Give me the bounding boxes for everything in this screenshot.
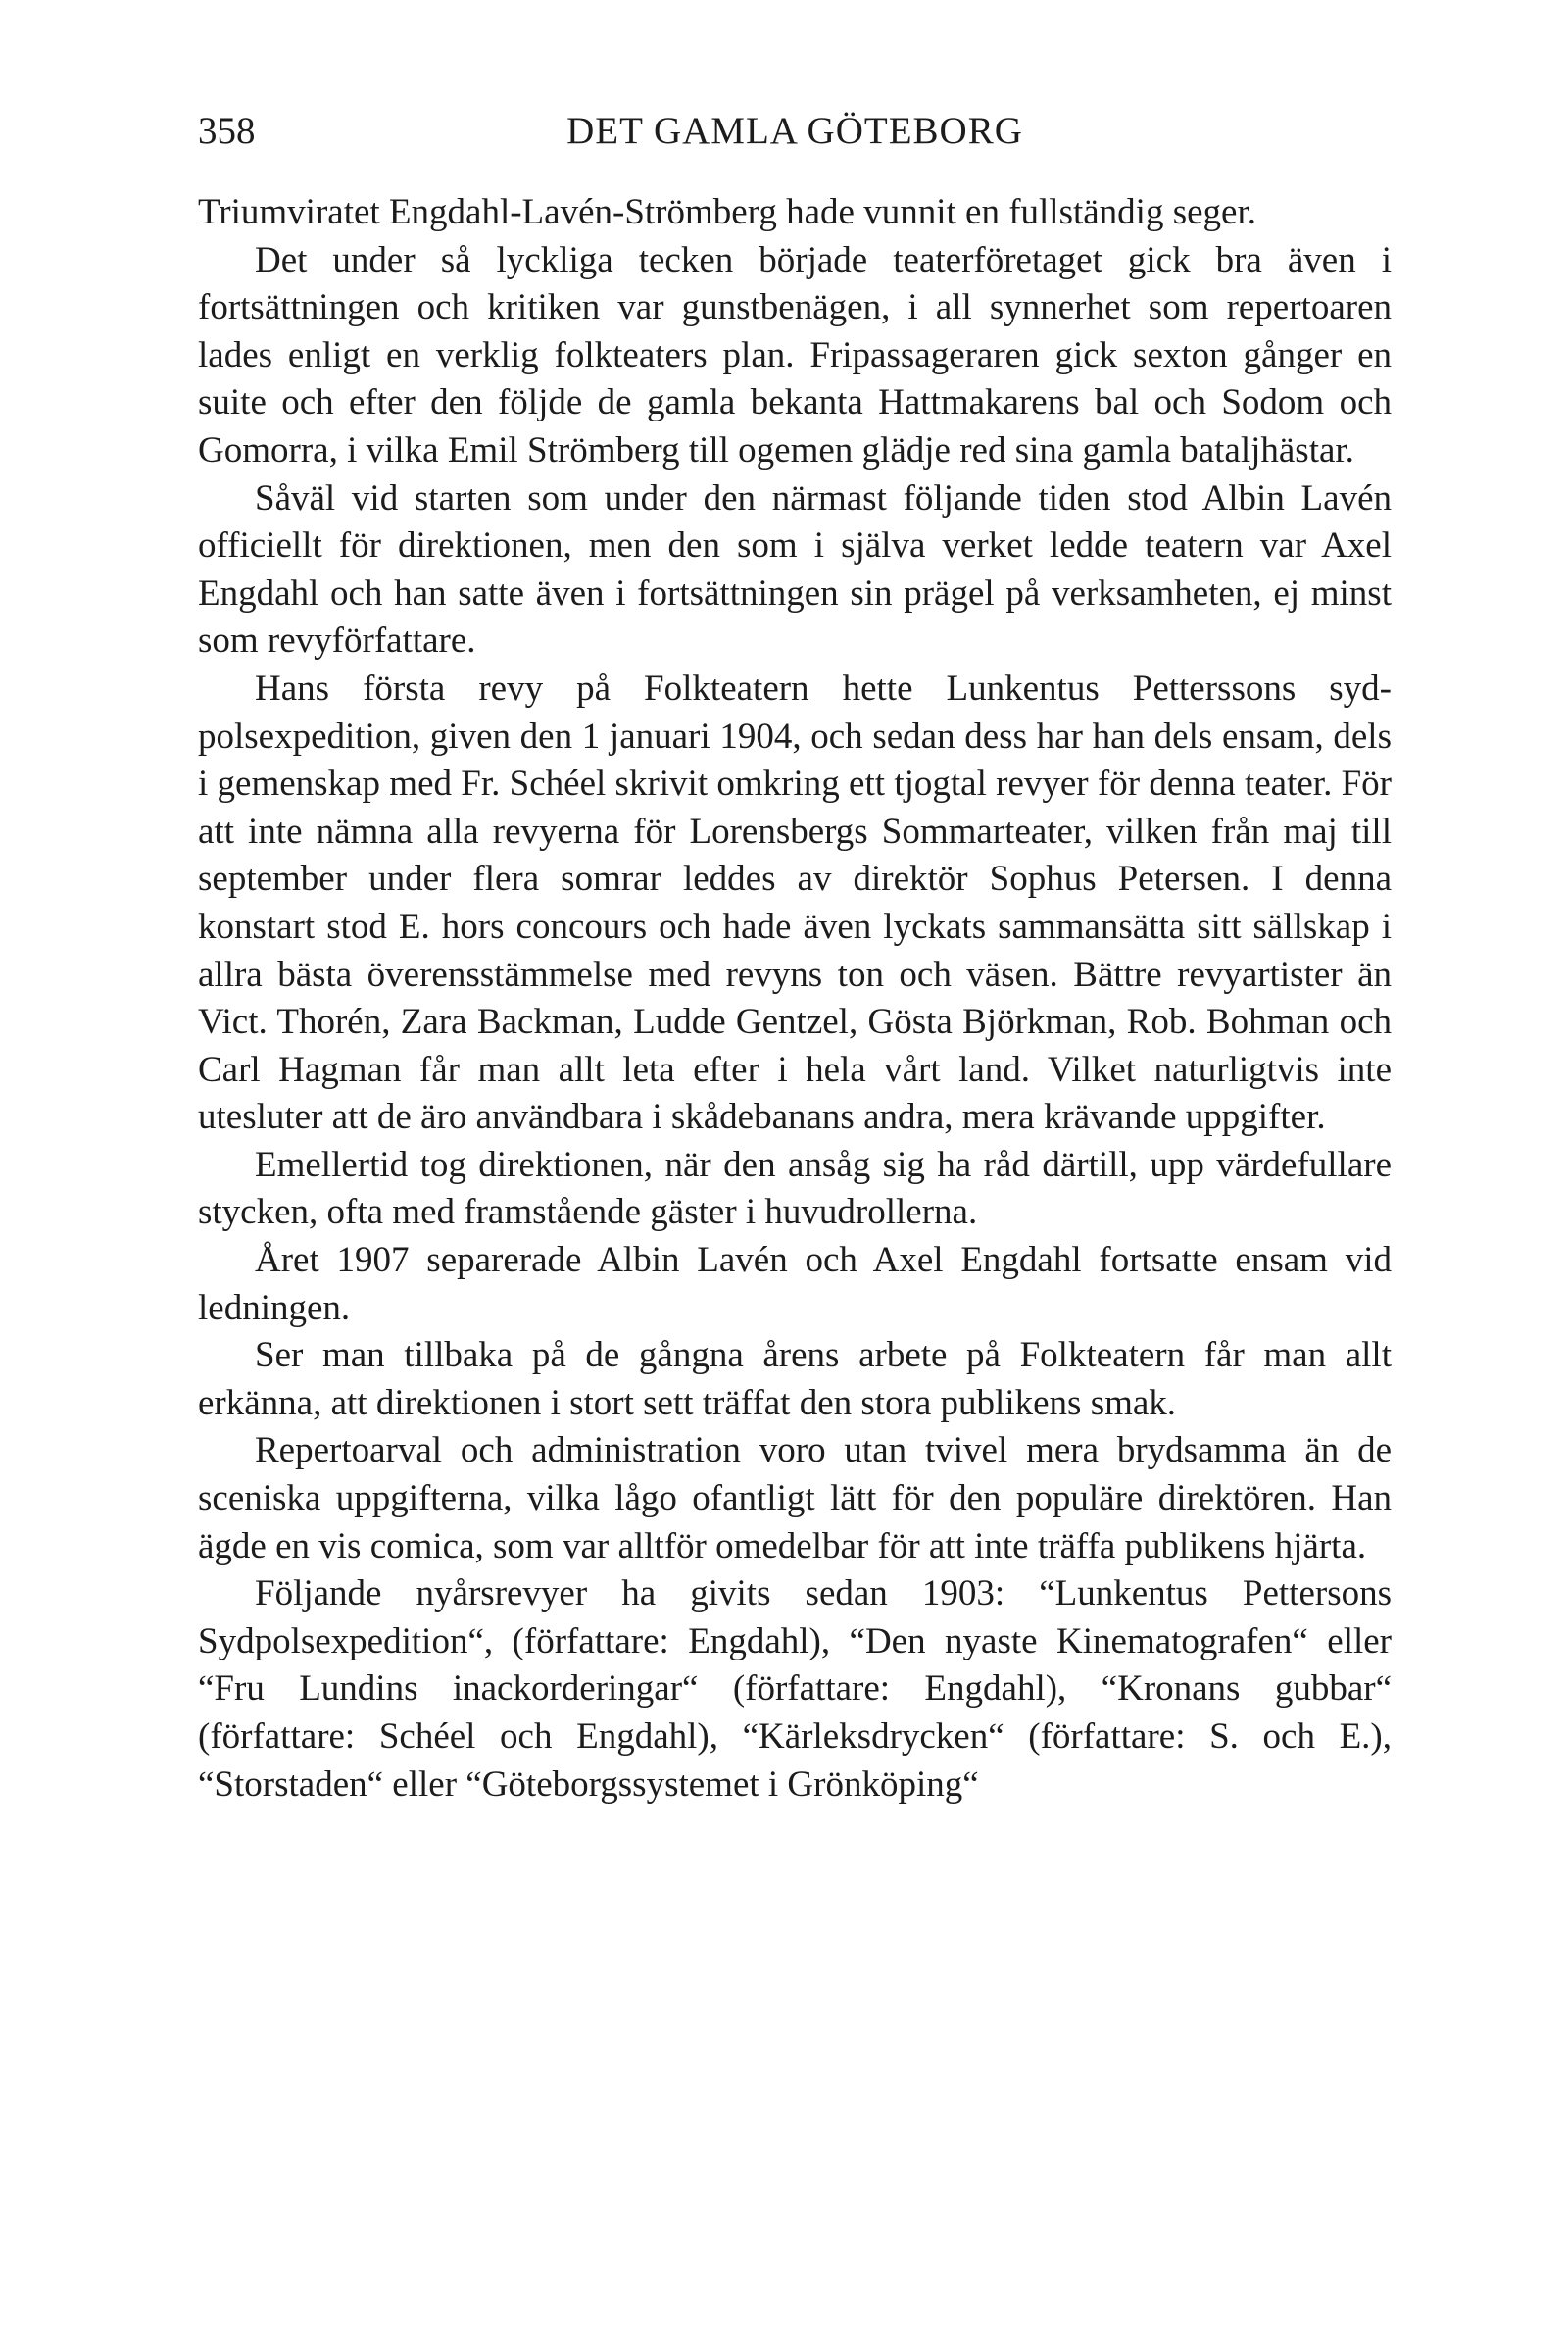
paragraph: Hans första revy på Folkteatern hette Lunkentus Petterssons sydpolsexpedition, given den 1 januari 1904, och sedan dess har han dels ensam, dels i gemenskap med Fr. Schéel skrivit omkring ett tjogtal revyer för denna teater. För att inte nämna alla revyerna för Lorensbergs Sommarteater, vilken från maj till september under flera somrar leddes av direktör Sophus Petersen. I denna konstart stod E. hors concours och hade även lyckats sammansätta sitt sällskap i allra bästa överensstämmelse med revyns ton och väsen. Bättre revyartister än Vict. Thorén, Zara Backman, Ludde Gentzel, Gösta Björkman, Rob. Bohman och Carl Hagman får man allt leta efter i hela vårt land. Vilket naturligtvis inte utesluter att de äro användbara i skådebanans andra, mera krävande uppgifter. xyxy=(198,668,1392,1138)
paragraph: Såväl vid starten som under den närmast följande tiden stod Albin Lavén officiellt för direktionen, men den som i själva verket ledde teatern var Axel Engdahl och han satte även i fortsättningen sin prägel på verksamheten, ej minst som revyförfattare. xyxy=(198,477,1392,662)
running-title: DET GAMLA GÖTEBORG xyxy=(566,110,1023,152)
paragraph: Det under så lyckliga tecken började teaterföretaget gick bra även i fortsättningen och kritiken var gunstbenägen, i all synnerhet som repertoaren lades enligt en verklig folkteaters plan. Fripassageraren gick sexton gånger en suite och efter den följde de gamla bekanta Hattmakarens bal och Sodom och Gomorra, i vilka Emil Strömberg till ogemen glädje red sina gamla bataljhästar. xyxy=(198,239,1392,471)
paragraph: Emellertid tog direktionen, när den ansåg sig ha råd därtill, upp värdefullare stycken, ofta med framstående gäster i huvudrollerna. xyxy=(198,1144,1392,1233)
page-number: 358 xyxy=(198,110,256,152)
running-header xyxy=(198,106,1392,157)
paragraph: Året 1907 separerade Albin Lavén och Axel Engdahl fortsatte ensam vid ledningen. xyxy=(198,1240,1392,1328)
body-text xyxy=(198,189,1392,1809)
paragraph: Ser man tillbaka på de gångna årens arbete på Folkteatern får man allt erkänna, att direktionen i stort sett träffat den stora publikens smak. xyxy=(198,1335,1392,1423)
paragraph: Triumviratet Engdahl-Lavén-Strömberg hade vunnit en fullständig seger. xyxy=(198,192,1256,232)
paragraph: Följande nyårsrevyer ha givits sedan 1903: “Lunkentus Pettersons Sydpolsexpedition“, (författare: Engdahl), “Den nyaste Kinematografen“ eller “Fru Lundins inackorderingar“ (författare: Engdahl), “Kronans gubbar“ (författare: Schéel och Engdahl), “Kärleksdrycken“ (författare: S. och E.), “Storstaden“ eller “Göteborgssystemet i Grönköping“ xyxy=(198,1573,1392,1805)
paragraph: Repertoarval och administration voro utan tvivel mera brydsamma än de sceniska uppgifterna, vilka lågo ofantligt lätt för den populäre direktören. Han ägde en vis comica, som var alltför omedelbar för att inte träffa publikens hjärta. xyxy=(198,1430,1392,1566)
